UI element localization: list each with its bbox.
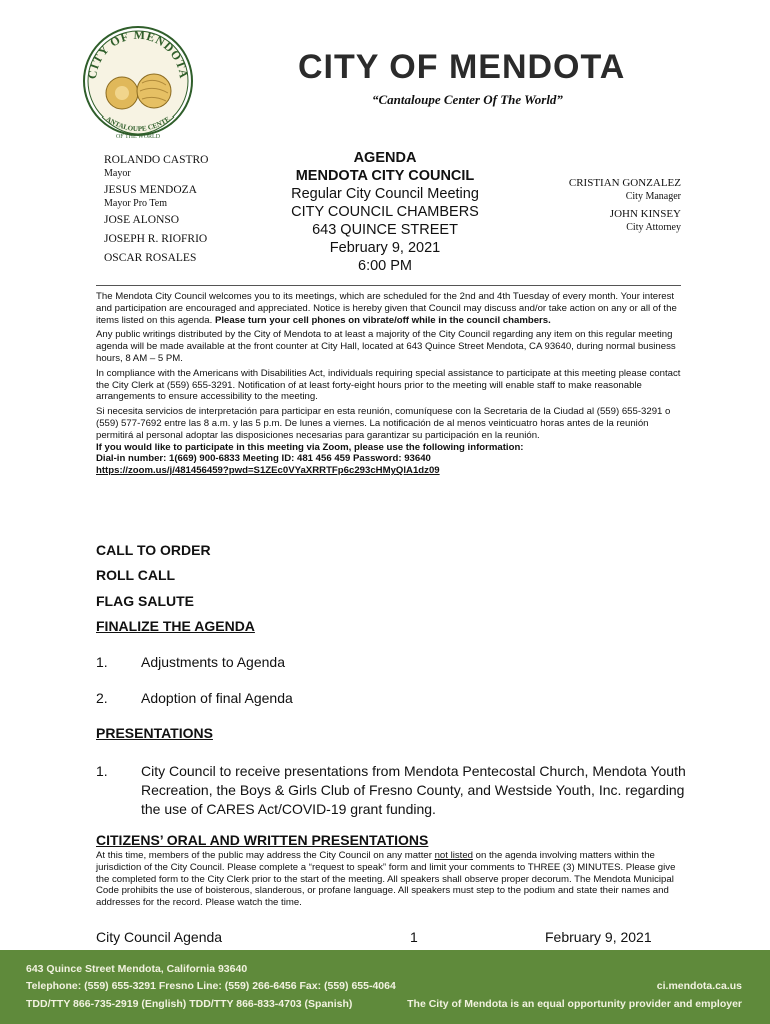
page-subtitle: “Cantaloupe Center Of The World”	[372, 92, 563, 107]
ada-paragraph: In compliance with the Americans with Disabilities Act, individuals requiring special assistance to participate at this meeting please contact the City Clerk at (559) 655-3291. Notification of at least forty-eight hours prior to the meeting will enable staff to make reasonable arrangements to ensure accessibility to the meeting.	[96, 367, 681, 403]
banner-equal-opportunity: The City of Mendota is an equal opportunity provider and employer	[407, 998, 742, 1010]
citizens-instructions: At this time, members of the public may address the City Council on any matter not listed on the agenda involving matters within the jurisdiction of the City Council. Please complete a “request to speak” form and limit your comments to THREE (3) MINUTES. Please give the completed form to the City Clerk prior to the start of the meeting. All speakers shall observe proper decorum. The Mendota Municipal Code prohibits the use of boisterous, slanderous, or profane language. All speakers must step to the podium and state their names and addresses for the record. Please watch the time.	[96, 850, 676, 909]
section-finalize-agenda: FINALIZE THE AGENDA	[96, 618, 255, 634]
zoom-dial-in: Dial-in number: 1(669) 900-6833 Meeting ID: 481 456 459 Password: 93640	[96, 453, 431, 465]
page-title: CITY OF MENDOTA	[298, 48, 626, 86]
spanish-paragraph: Si necesita servicios de interpretación para participar en esta reunión, comuníquese con la Secretaria de la Ciudad al (559) 655-3291 o (559) 577-7692 entre las 8 a.m. y las 5 p.m. De lunes a viernes. La notificación de al menos veinticuatro horas antes de la reunión permitirá al personal adoptar las disposiciones necesarias para garantizar su participación en la reunión.	[96, 406, 671, 441]
official-name: JESUS MENDOZA	[104, 184, 197, 196]
official-name: JOHN KINSEY	[609, 208, 681, 220]
official-name: JOSE ALONSO	[104, 214, 180, 226]
banner-phones: Telephone: (559) 655-3291 Fresno Line: (559) 266-6456 Fax: (559) 655-4064	[26, 980, 396, 992]
footer-document-name: City Council Agenda	[96, 929, 223, 945]
page-number: 1	[410, 929, 418, 945]
meeting-type: Regular City Council Meeting	[291, 186, 479, 202]
cell-phone-notice: Please turn your cell phones on vibrate/off while in the council chambers.	[214, 314, 551, 326]
council-name: MENDOTA CITY COUNCIL	[295, 168, 475, 184]
zoom-link[interactable]: https://zoom.us/j/481456459?pwd=S1ZEc0VYaXRRTFp6c293cHMyQlA1dz09	[96, 465, 440, 477]
official-name: CRISTIAN GONZALEZ	[568, 177, 681, 189]
svg-text:CITY OF MENDOTA: CITY OF MENDOTA	[84, 27, 192, 80]
list-item: 1. Adjustments to Agenda	[96, 654, 285, 670]
welcome-paragraph: The Mendota City Council welcomes you to its meetings, which are scheduled for the 2nd and 4th Tuesday of every month. Your interest and participation are encouraged and appreciated. Notice is hereby given that Council may discuss and/or take action on any or all of the items listed on this agenda. Please turn your cell phones on vibrate/off while in the council chambers.	[96, 291, 677, 326]
city-seal-logo	[82, 25, 194, 147]
banner-tdd: TDD/TTY 866-735-2919 (English) TDD/TTY 866-833-4703 (Spanish)	[26, 998, 353, 1010]
header-divider	[96, 285, 681, 286]
agenda-label: AGENDA	[353, 150, 417, 166]
meeting-address: 643 QUINCE STREET	[312, 222, 458, 238]
official-name: OSCAR ROSALES	[104, 252, 197, 264]
intro-notice	[96, 291, 686, 477]
official-name: ROLANDO CASTRO	[104, 154, 209, 166]
banner-website[interactable]: ci.mendota.ca.us	[656, 980, 742, 992]
official-name: JOSEPH R. RIOFRIO	[104, 233, 208, 245]
list-item: 2. Adoption of final Agenda	[96, 690, 293, 706]
svg-text:OF THE WORLD: OF THE WORLD	[115, 134, 161, 140]
meeting-date: February 9, 2021	[329, 240, 441, 256]
official-role: City Manager	[625, 191, 681, 202]
list-item: 1. City Council to receive presentations from Mendota Pentecostal Church, Mendota Youth Recreation, the Boys & Girls Club of Fresno County, and Westside Youth, Inc. regarding the use of CARES Act/COVID-19 grant funding.	[96, 763, 686, 817]
section-call-to-order: CALL TO ORDER	[96, 542, 211, 558]
footer-date: February 9, 2021	[545, 929, 652, 945]
section-presentations: PRESENTATIONS	[96, 725, 213, 741]
public-writings-paragraph: Any public writings distributed by the City of Mendota to at least a majority of the City Council regarding any item on this regular meeting agenda will be made available at the front counter at City Hall, located at 643 Quince Street Mendota, CA 93640, during normal business hours, 8 AM – 5 PM.	[96, 329, 676, 364]
agenda-heading	[270, 149, 500, 275]
meeting-time: 6:00 PM	[358, 258, 412, 274]
council-members-list	[104, 154, 208, 265]
section-roll-call: ROLL CALL	[96, 567, 176, 583]
banner-address: 643 Quince Street Mendota, California 93640	[26, 963, 248, 975]
contact-banner	[0, 950, 770, 1024]
section-citizens-presentations: CITIZENS’ ORAL AND WRITTEN PRESENTATIONS	[96, 832, 429, 848]
meeting-location: CITY COUNCIL CHAMBERS	[291, 204, 479, 220]
section-flag-salute: FLAG SALUTE	[96, 593, 194, 609]
zoom-instructions: If you would like to participate in this meeting via Zoom, please use the following information:	[96, 441, 524, 453]
official-role: Mayor	[104, 168, 131, 179]
official-role: City Attorney	[626, 222, 681, 233]
svg-text:CANTALOUPE CENTER: ANTALOUPE CENTE	[104, 115, 172, 134]
staff-list	[569, 177, 681, 239]
official-role: Mayor Pro Tem	[104, 198, 167, 209]
